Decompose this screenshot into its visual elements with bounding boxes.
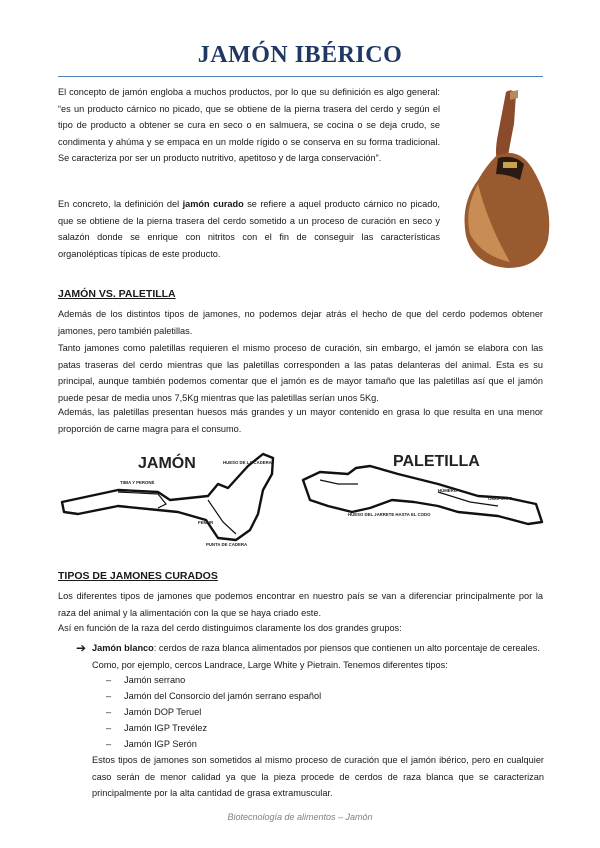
title-underline bbox=[58, 76, 543, 77]
type-item: – Jamón DOP Teruel bbox=[106, 707, 202, 717]
diagram-label-hueso-cadera: HUESO DE LA CADERA bbox=[223, 460, 272, 465]
type-item: – Jamón del Consorcio del jamón serrano español bbox=[106, 691, 322, 701]
jamon-photo bbox=[448, 84, 568, 274]
type-item: – Jamón IGP Trevélez bbox=[106, 723, 208, 733]
diagram-label-humero: HÚMERO bbox=[438, 488, 458, 493]
bone-diagram bbox=[58, 444, 548, 559]
diagram-label-tibia: TIBIA Y PERONÉ bbox=[120, 480, 155, 485]
diagram-label-jarrete: HUESO DEL JARRETE HASTA EL CODO bbox=[348, 512, 431, 517]
page-title: JAMÓN IBÉRICO bbox=[197, 42, 403, 68]
diagram-paletilla-label: PALETILLA bbox=[393, 453, 480, 470]
section-heading-jamon-vs-paletilla: JAMÓN VS. PALETILLA bbox=[58, 288, 176, 300]
diagram-jamon-label: JAMÓN bbox=[138, 455, 196, 472]
diagram-label-punta-cadera: PUNTA DE CADERA bbox=[206, 542, 248, 547]
diagram-label-femur: FEMUR bbox=[198, 520, 214, 525]
section1-paragraph-2: Tanto jamones como paletillas requieren el mismo proceso de curación, sin embargo, el jamón se elabora con las patas traseras del cerdo mientras que las paletillas corresponden a las patas delanteras del animal. Esta es su principal, aunque también podemos comentar que el jamón es de mayor tamaño que las paletillas así que el jamón puede pesar de media unos 7,5Kg mientras que las paletillas serían unos 5Kg. bbox=[58, 343, 543, 403]
intro-paragraph-1: El concepto de jamón engloba a muchos productos, por lo que su definición es algo general: “es un producto cárnico no picado, que se obtiene de la pierna trasera del cerdo y según el tipo de producto a obtener se cura en seco o en salmuera, se cocina o se deja crudo, se condimenta y ahúma y se empaca en un molde rígido o se conserva en su forma tradicional. Se caracteriza por ser un producto nutritivo, apetitoso y de larga conservación”. bbox=[58, 87, 440, 163]
type-item: – Jamón serrano bbox=[106, 675, 186, 685]
section2-closing-paragraph: Estos tipos de jamones son sometidos al mismo proceso de curación que el jamón ibérico, pero en cualquier caso serán de menor calidad ya que la pieza procede de cerdos de raza blanca que se caracterizan principalmente por la alta cantidad de grasa extramuscular. bbox=[92, 755, 544, 798]
section1-paragraph-1: Además de los distintos tipos de jamones, no podemos dejar atrás el hecho de que del cerdo podemos obtener jamones, pero también paletillas. bbox=[58, 309, 543, 336]
diagram-label-omoplato: OMOPLATO bbox=[488, 496, 513, 501]
section-heading-tipos-jamones: TIPOS DE JAMONES CURADOS bbox=[58, 570, 218, 582]
page-footer: Biotecnología de alimentos – Jamón bbox=[227, 812, 373, 822]
intro-paragraph-2: En concreto, la definición del jamón curado se refiere a aquel producto cárnico no picado, que se obtiene de la pierna trasera del cerdo sometido a un proceso de curación en seco y salazón donde se enrique con nitritos con el fin de conseguir las características organolépticas típicas de este producto. bbox=[58, 199, 440, 259]
bullet-jamon-blanco-text: Jamón blanco: cerdos de raza blanca alimentados por piensos que contienen un alto porcentaje de cereales. Como, por ejemplo, cercos Landrace, Large White y Pietrain. Tenemos diferentes tipos: bbox=[92, 643, 540, 670]
arrow-bullet-icon: ➔ bbox=[76, 641, 87, 655]
type-item: – Jamón IGP Serón bbox=[106, 739, 197, 749]
section2-paragraph-1: Los diferentes tipos de jamones que podemos encontrar en nuestro país se van a diferenciar principalmente por la raza del animal y la alimentación con la que se haya criado este. bbox=[58, 591, 543, 618]
section1-paragraph-3: Además, las paletillas presentan huesos más grandes y un mayor contenido en grasa lo que resulta en una menor proporción de carne magra para el consumo. bbox=[58, 407, 543, 434]
section2-paragraph-2: Así en función de la raza del cerdo distinguimos claramente los dos grandes grupos: bbox=[58, 623, 402, 633]
